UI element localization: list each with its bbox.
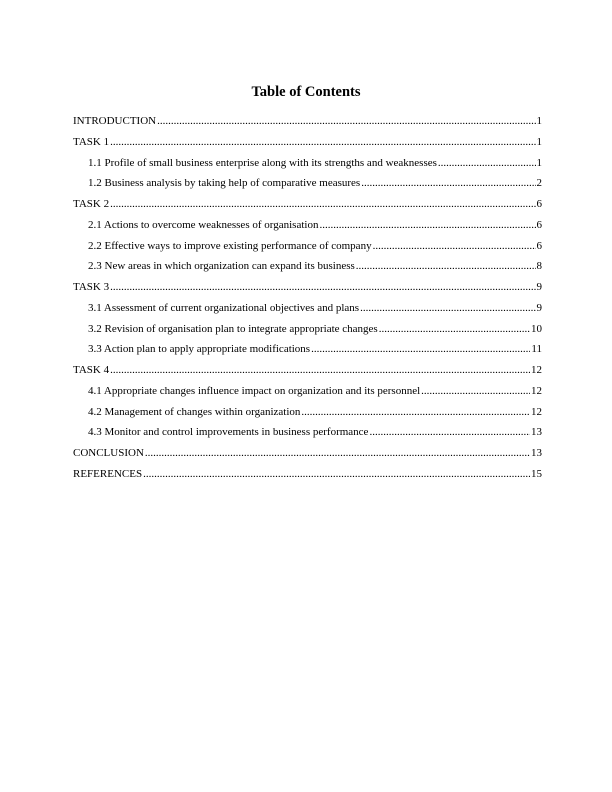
toc-leader-dots (379, 319, 530, 340)
toc-page-number: 2 (536, 177, 542, 190)
toc-leader-dots (421, 381, 530, 402)
toc-leader-dots (360, 298, 535, 319)
toc-page-number: 6 (536, 239, 542, 252)
toc-page-number: 1 (536, 156, 542, 169)
toc-page-number: 6 (536, 218, 542, 231)
toc-entry-text: 4.3 Monitor and control improvements in business performance (88, 426, 369, 439)
toc-page-number: 1 (536, 135, 542, 148)
toc-entry-task-3[interactable] (73, 277, 542, 298)
toc-entry-task-4[interactable] (73, 360, 542, 381)
toc-leader-dots (301, 402, 530, 423)
toc-entry-text: REFERENCES (73, 467, 143, 480)
toc-entry-task-1[interactable] (73, 132, 542, 153)
toc-page-number: 12 (531, 384, 542, 397)
toc-page-number: 11 (531, 343, 542, 356)
toc-entry-text: INTRODUCTION (73, 115, 157, 127)
toc-leader-dots (110, 194, 535, 215)
toc-leader-dots (143, 464, 530, 485)
toc-page-number: 9 (536, 301, 542, 314)
toc-entry-conclusion[interactable] (73, 443, 542, 464)
toc-leader-dots (373, 236, 536, 257)
toc-entry-1-1[interactable] (73, 153, 542, 174)
toc-leader-dots (369, 422, 530, 443)
toc-page-number: 1 (536, 115, 542, 127)
toc-page-number: 13 (531, 426, 542, 439)
toc-entry-introduction[interactable] (73, 111, 542, 132)
toc-entry-text: 3.3 Action plan to apply appropriate modifications (88, 343, 311, 356)
toc-entry-references[interactable] (73, 464, 542, 485)
toc-leader-dots (438, 153, 536, 174)
toc-leader-dots (110, 132, 535, 153)
toc-entry-4-2[interactable] (73, 402, 542, 423)
toc-leader-dots (311, 339, 530, 360)
toc-entry-3-3[interactable] (73, 339, 542, 360)
toc-leader-dots (361, 173, 535, 194)
toc-page-number: 10 (531, 322, 542, 335)
toc-entry-text: TASK 2 (73, 198, 110, 210)
toc-entry-2-2[interactable] (73, 236, 542, 257)
toc-entry-text: TASK 4 (73, 364, 110, 376)
toc-entry-text: 3.1 Assessment of current organizational objectives and plans (88, 301, 360, 314)
toc-page-number: 15 (531, 467, 542, 480)
toc-entry-text: 2.3 New areas in which organization can expand its business (88, 260, 355, 273)
toc-entry-text: 1.2 Business analysis by taking help of comparative measures (88, 177, 361, 190)
toc-page-number: 12 (531, 405, 542, 418)
toc-entry-1-2[interactable] (73, 173, 542, 194)
toc-entry-text: 1.1 Profile of small business enterprise along with its strengths and weaknesses (88, 156, 437, 169)
toc-leader-dots (145, 443, 530, 464)
toc-leader-dots (319, 215, 535, 236)
toc-title: Table of Contents (251, 84, 361, 100)
toc-entry-text: 4.2 Management of changes within organization (88, 405, 301, 418)
toc-list (73, 111, 542, 485)
toc-entry-task-2[interactable] (73, 194, 542, 215)
toc-entry-4-1[interactable] (73, 381, 542, 402)
toc-leader-dots (356, 256, 536, 277)
toc-entry-2-1[interactable] (73, 215, 542, 236)
toc-entry-text: 3.2 Revision of organisation plan to integrate appropriate changes (88, 322, 378, 335)
toc-leader-dots (110, 360, 530, 381)
toc-leader-dots (157, 111, 535, 132)
toc-entry-text: 4.1 Appropriate changes influence impact on organization and its personnel (88, 384, 421, 397)
toc-page-number: 12 (531, 364, 542, 376)
toc-leader-dots (110, 277, 535, 298)
toc-page-number: 13 (531, 447, 542, 459)
toc-entry-2-3[interactable] (73, 256, 542, 277)
toc-page-number: 9 (536, 281, 542, 293)
toc-page-number: 6 (536, 198, 542, 210)
toc-entry-text: TASK 1 (73, 135, 110, 148)
toc-entry-text: 2.2 Effective ways to improve existing performance of company (88, 239, 372, 252)
toc-entry-3-2[interactable] (73, 319, 542, 340)
toc-entry-4-3[interactable] (73, 422, 542, 443)
toc-page-number: 8 (536, 260, 542, 273)
toc-entry-text: 2.1 Actions to overcome weaknesses of organisation (88, 218, 319, 231)
toc-entry-text: CONCLUSION (73, 447, 144, 459)
toc-entry-3-1[interactable] (73, 298, 542, 319)
toc-entry-text: TASK 3 (73, 281, 110, 293)
